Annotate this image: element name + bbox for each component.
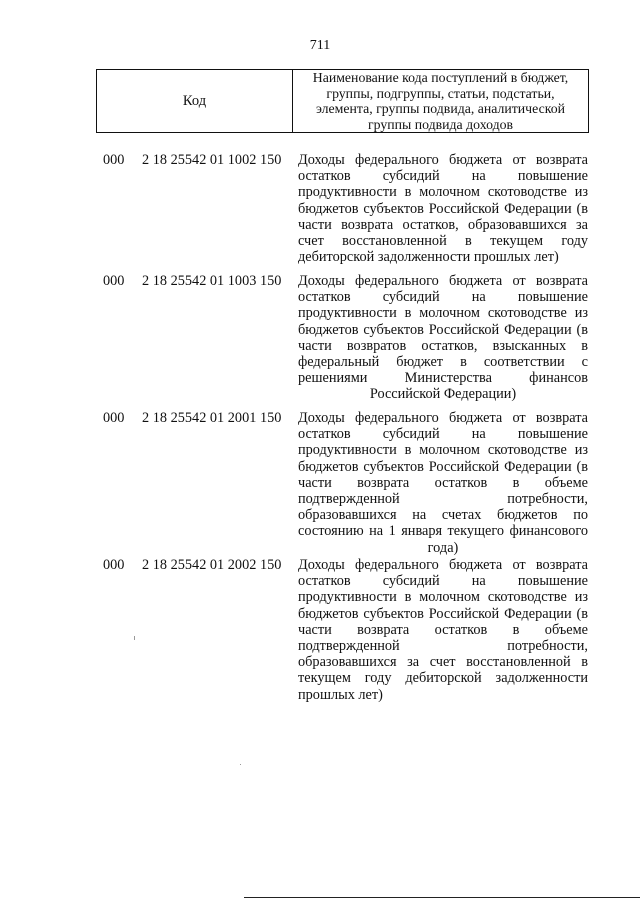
footer-rule (244, 897, 640, 898)
description-line: остатков субсидий на повышение (298, 289, 588, 306)
scan-speck (240, 764, 241, 765)
description-line: части возврата остатков в объеме (298, 474, 588, 491)
description-line: продуктивности в молочном скотоводстве из (298, 305, 588, 322)
header-name-line: элемента, группы подвида, аналитической (316, 101, 565, 116)
description-line: образовавшихся за счет восстановленной в (298, 654, 588, 671)
entry-group-code: 000 (103, 273, 125, 289)
header-name-cell (293, 70, 589, 133)
entry-revenue-code: 2 18 25542 01 2001 150 (142, 410, 282, 426)
description-line: остатков субсидий на повышение (298, 168, 588, 185)
description-line: подтвержденной потребности, (298, 490, 588, 507)
description-line: образовавшихся на счетах бюджетов по (298, 507, 588, 524)
description-line: бюджетов субъектов Российской Федерации (в (298, 605, 588, 622)
description-line: решениями Министерства финансов (298, 370, 588, 387)
description-line: продуктивности в молочном скотоводстве из (298, 184, 588, 201)
header-name-line: Наименование кода поступлений в бюджет, (312, 70, 569, 85)
description-line: счет восстановленной в текущем году (298, 232, 588, 249)
entry-group-code: 000 (103, 152, 125, 168)
header-code-cell: Код (97, 70, 293, 133)
description-line: года) (427, 539, 459, 556)
description-line: федеральный бюджет в соответствии с (298, 353, 588, 370)
entry-description (298, 273, 588, 403)
description-line: части возврата остатков в объеме (298, 621, 588, 638)
description-line: бюджетов субъектов Российской Федерации (в (298, 321, 588, 338)
description-line: части возвратов остатков, взысканных в (298, 337, 588, 354)
entry-revenue-code: 2 18 25542 01 1002 150 (142, 152, 282, 168)
entry-group-code: 000 (103, 557, 125, 573)
entry-description (298, 557, 588, 703)
description-line: части возврата остатков, образовавшихся за (298, 216, 588, 233)
description-line: Доходы федерального бюджета от возврата (298, 273, 588, 289)
column-header-table (96, 69, 589, 133)
entry-description (298, 152, 588, 265)
description-line: продуктивности в молочном скотоводстве из (298, 589, 588, 606)
description-line: текущем году дебиторской задолженности (298, 670, 588, 687)
header-name-line: группы, подгруппы, статьи, подстатьи, (326, 85, 555, 101)
description-line: остатков субсидий на повышение (298, 426, 588, 443)
header-name-line: группы подвида доходов (367, 116, 514, 132)
description-line: Доходы федерального бюджета от возврата (298, 152, 588, 168)
description-line: состоянию на 1 января текущего финансового (298, 523, 588, 540)
description-line: подтвержденной потребности, (298, 637, 588, 654)
description-line: Российской Федерации) (369, 386, 517, 403)
page-number: 711 (309, 38, 331, 53)
description-line: бюджетов субъектов Российской Федерации (в (298, 458, 588, 475)
description-line: Доходы федерального бюджета от возврата (298, 557, 588, 573)
description-line: прошлых лет) (298, 686, 383, 703)
scan-speck (134, 636, 135, 640)
description-line: остатков субсидий на повышение (298, 573, 588, 590)
description-line: Доходы федерального бюджета от возврата (298, 410, 588, 426)
entry-group-code: 000 (103, 410, 125, 426)
description-line: дебиторской задолженности прошлых лет) (298, 249, 559, 266)
description-line: бюджетов субъектов Российской Федерации (в (298, 200, 588, 217)
entry-revenue-code: 2 18 25542 01 1003 150 (142, 273, 282, 289)
entry-description (298, 410, 588, 556)
entry-revenue-code: 2 18 25542 01 2002 150 (142, 557, 282, 573)
description-line: продуктивности в молочном скотоводстве из (298, 442, 588, 459)
